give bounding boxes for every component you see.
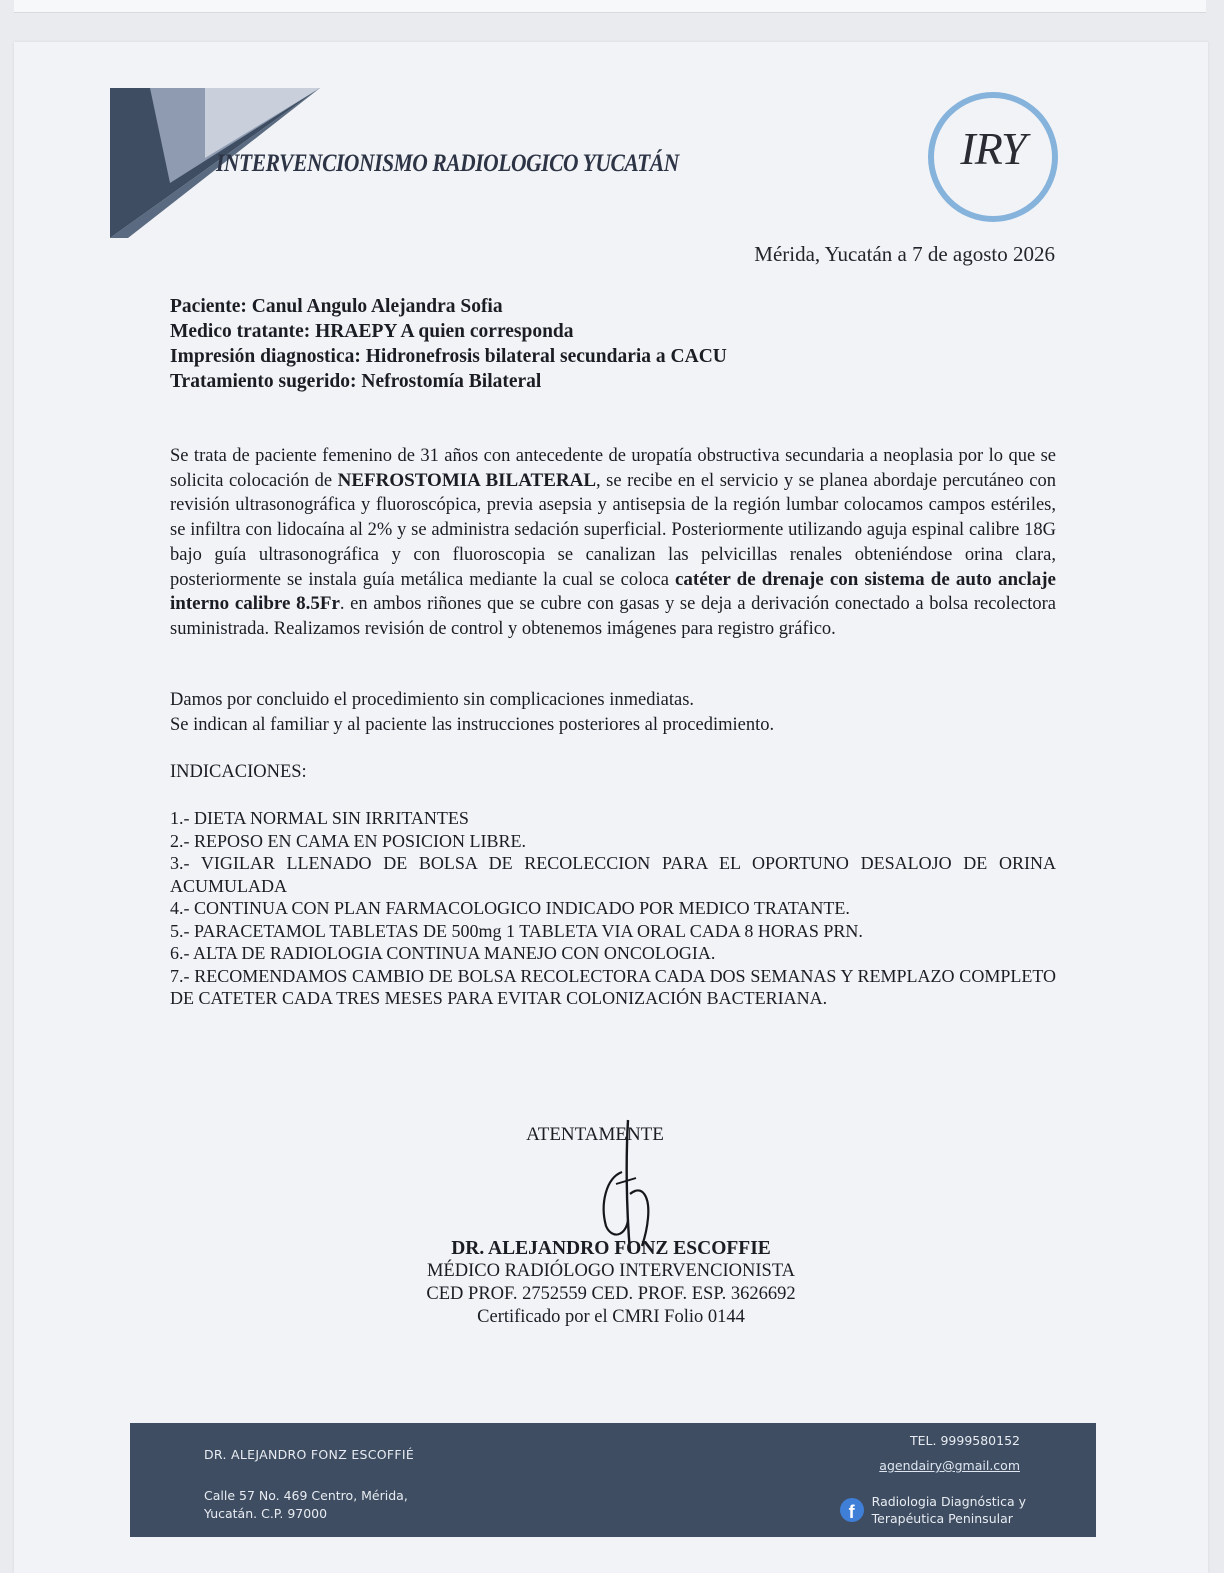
previous-page-edge xyxy=(14,0,1206,13)
footer-address xyxy=(204,1487,408,1523)
diagnosis-line: Impresión diagnostica: Hidronefrosis bilateral secundaria a CACU xyxy=(170,346,727,367)
footer-social-line-2: Terapéutica Peninsular xyxy=(871,1511,1013,1526)
footer-social xyxy=(848,1493,1026,1527)
patient-info xyxy=(170,294,727,394)
procedure-description xyxy=(170,444,1056,642)
body-text-2: , se recibe en el servicio y se planea abordaje percutáneo con revisión ultrasonográfica y fluoroscópica, previa asepsia y antisepsia de la región lumbar colocamos campos estériles, se infiltra con lidocaína al 2% y se administra sedación superficial. Posteriormente utilizando aguja espinal calibre 18G bajo guía ultrasonográfica y con fluoroscopia se canalizan las pelvicillas renales obteniéndose orina clara, posteriormente se instala guía metálica mediante la cual se coloca xyxy=(170,470,1056,590)
doctor-certification: Certificado por el CMRI Folio 0144 xyxy=(477,1307,745,1327)
indication-item: 3.- VIGILAR LLENADO DE BOLSA DE RECOLECCION PARA EL OPORTUNO DESALOJO DE ORINA ACUMULADA xyxy=(170,853,1056,896)
footer-address-line-2: Yucatán. C.P. 97000 xyxy=(204,1506,328,1521)
indication-item: 2.- REPOSO EN CAMA EN POSICION LIBRE. xyxy=(170,830,527,851)
organization-name: INTERVENCIONISMO RADIOLOGICO YUCATÁN xyxy=(216,150,679,177)
closing-line-1: Damos por concluido el procedimiento sin complicaciones inmediatas. xyxy=(170,690,695,710)
doctor-title: MÉDICO RADIÓLOGO INTERVENCIONISTA xyxy=(426,1261,796,1281)
indications-title: INDICACIONES: xyxy=(170,762,307,782)
patient-line: Paciente: Canul Angulo Alejandra Sofia xyxy=(170,296,503,317)
closing-line-2: Se indican al familiar y al paciente las instrucciones posteriores al procedimiento. xyxy=(170,715,775,735)
treatment-line: Tratamiento sugerido: Nefrostomía Bilateral xyxy=(170,371,542,392)
physician-line: Medico tratante: HRAEPY A quien corresponda xyxy=(170,321,574,342)
doctor-name: DR. ALEJANDRO FONZ ESCOFFIE xyxy=(451,1238,771,1259)
footer-address-line-1: Calle 57 No. 469 Centro, Mérida, xyxy=(204,1488,408,1503)
indication-item: 4.- CONTINUA CON PLAN FARMACOLOGICO INDICADO POR MEDICO TRATANTE. xyxy=(170,898,850,918)
footer-social-line-1: Radiologia Diagnóstica y xyxy=(871,1494,1026,1509)
signature-block xyxy=(14,1237,1208,1329)
footer-phone: TEL. 9999580152 xyxy=(910,1433,1020,1448)
indication-item: 5.- PARACETAMOL TABLETAS DE 500mg 1 TABLETA VIA ORAL CADA 8 HORAS PRN. xyxy=(170,920,863,941)
iry-logo xyxy=(928,92,1058,222)
footer-email-link[interactable]: agendairy@gmail.com xyxy=(879,1458,1020,1473)
indications-list xyxy=(170,807,1056,1010)
doctor-credentials: CED PROF. 2752559 CED. PROF. ESP. 3626692 xyxy=(426,1284,796,1304)
body-text-1: Se trata de paciente femenino de 31 años con antecedente de uropatía obstructiva secundaria a neoplasia por lo que se solicita colocación de xyxy=(170,446,1056,491)
date-line: Mérida, Yucatán a 7 de agosto 2026 xyxy=(754,242,1055,266)
indication-item: 7.- RECOMENDAMOS CAMBIO DE BOLSA RECOLECTORA CADA DOS SEMANAS Y REMPLAZO COMPLETO DE CATETER CADA TRES MESES PARA EVITAR COLONIZACIÓN BACTERIANA. xyxy=(170,965,1056,1008)
facebook-icon: f xyxy=(840,1498,864,1522)
document-page xyxy=(14,42,1208,1573)
indication-item: 6.- ALTA DE RADIOLOGIA CONTINUA MANEJO CON ONCOLOGIA. xyxy=(170,943,716,963)
body-text-3: . en ambos riñones que se cubre con gasas y se deja a derivación conectado a bolsa recolectora suministrada. Realizamos revisión de control y obtenemos imágenes para registro gráfico. xyxy=(170,594,1056,639)
closing-text xyxy=(170,688,774,738)
body-bold-catheter: catéter de drenaje con sistema de auto anclaje interno calibre 8.5Fr xyxy=(170,568,1056,615)
logo-text: IRY xyxy=(960,123,1026,174)
indication-item: 1.- DIETA NORMAL SIN IRRITANTES xyxy=(170,808,469,828)
footer-band xyxy=(130,1423,1096,1537)
handwritten-signature xyxy=(586,1114,666,1254)
body-bold-procedure: NEFROSTOMIA BILATERAL xyxy=(337,469,596,491)
salutation-text: ATENTAMENTE xyxy=(526,1124,664,1145)
footer-name: DR. ALEJANDRO FONZ ESCOFFIÉ xyxy=(204,1447,415,1462)
